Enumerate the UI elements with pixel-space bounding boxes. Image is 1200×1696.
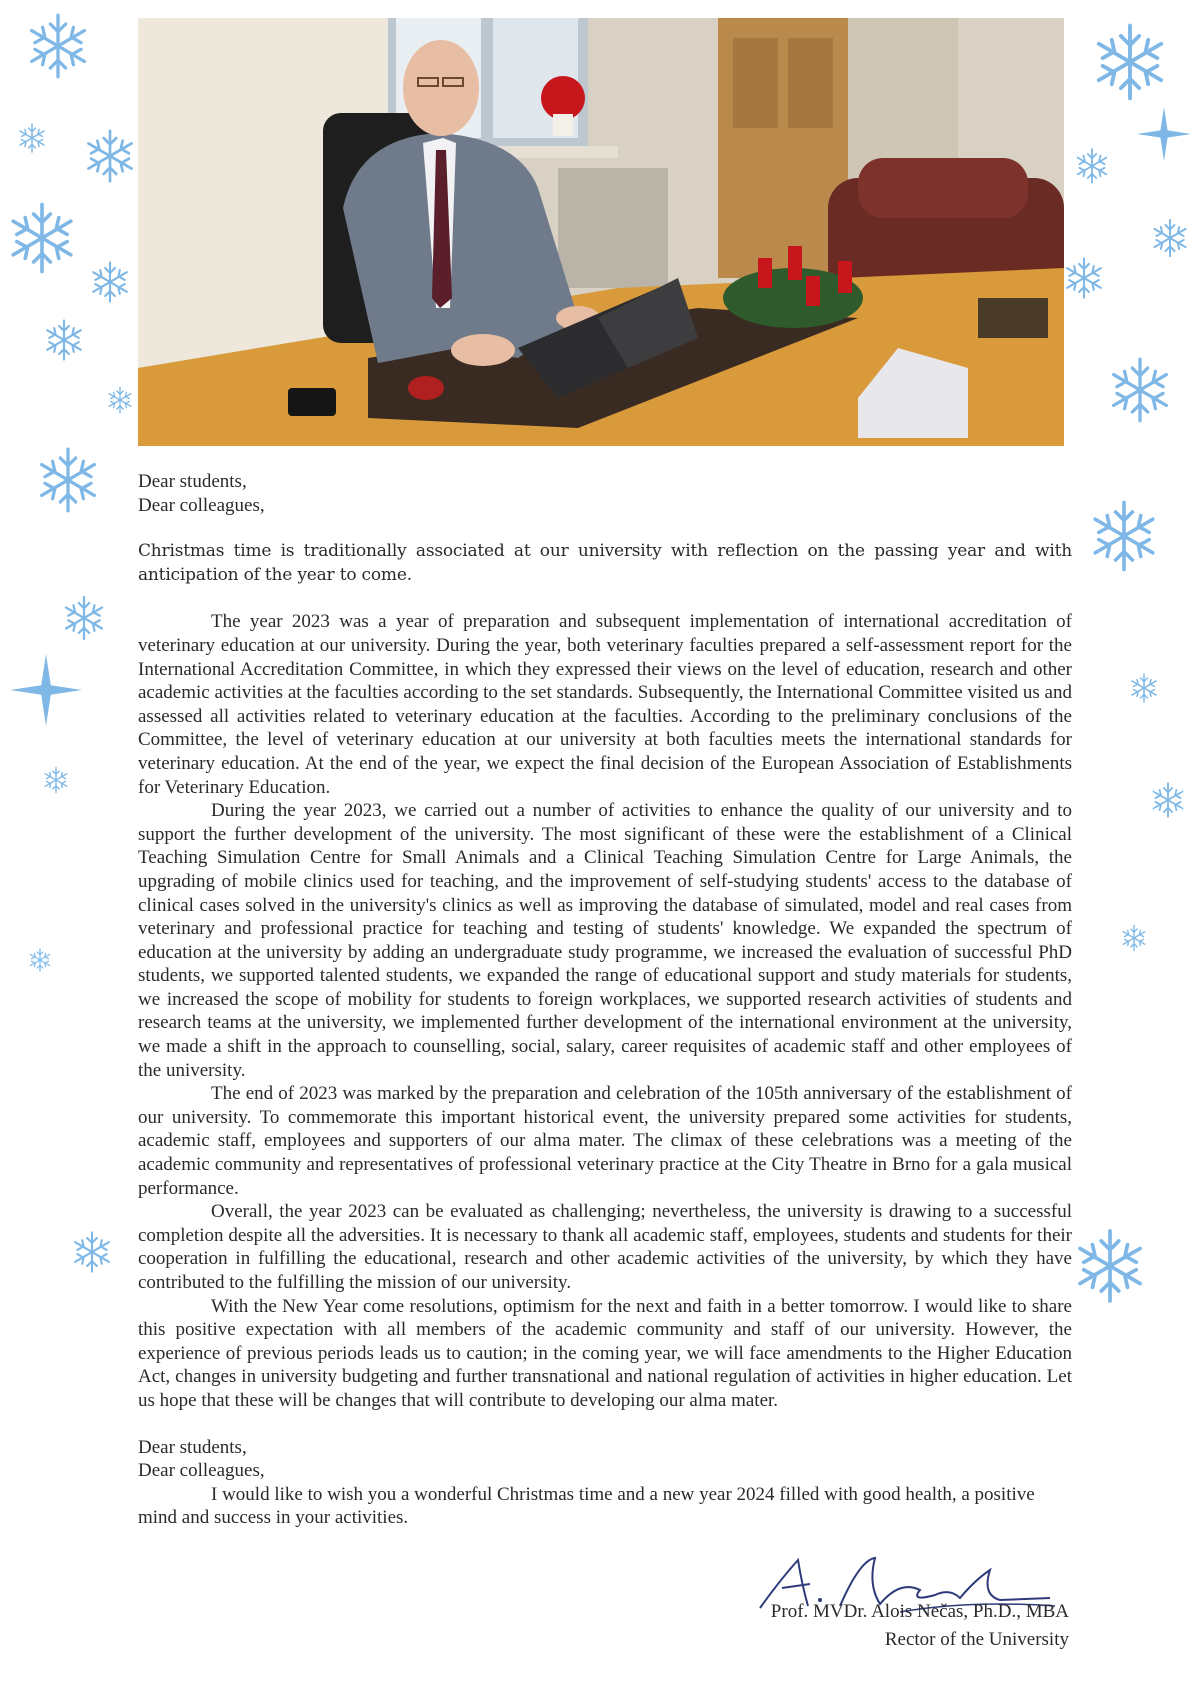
snowflake-icon — [1080, 1231, 1140, 1301]
paragraph-activities: During the year 2023, we carried out a number of activities to enhance the quality of our university and to support the further development of the university. The most significant of these were the establishment of a Clinical Teaching Simulation Centre for Small Animals and a Clinical Teaching Simulation Centre for Large Animals, the upgrading of mobile clinics used for teaching, and the improvement of self-studying students' access to the database of clinical cases solved in the university's clinics as well as improving the database of simulated, model and real cases from veterinary and professional practice for teaching and testing of students' knowledge. We expanded the spectrum of education at the university by adding an undergraduate study programme, we increased the evaluation of successful PhD students, we supported talented students, we expanded the range of educational support and study materials for students, we increased the scope of mobility for students to foreign workplaces, we supported research activities of students and research teams at the university, we implemented further development of the international environment at the university, we made a shift in the approach to counselling, social, salary, career requisites of academic staff and other employees of the university. — [138, 800, 1072, 1081]
snowflake-icon — [1132, 674, 1156, 702]
snowflake-icon — [1099, 26, 1161, 99]
greeting-students: Dear students, — [138, 471, 247, 492]
letter-body — [138, 470, 1072, 1530]
snowflake-icon — [88, 131, 131, 181]
paragraph-overall: Overall, the year 2023 can be evaluated as challenging; nevertheless, the university is drawing to a successful completion despite all the adversities. It is necessary to thank all academic staff, employees, students and students for their cooperation in fulfilling the educational, research and other academic activities of the university, by which they have contributed to the fulfilling the mission of our university. — [138, 1201, 1072, 1293]
snowflake-icon — [1154, 220, 1185, 256]
snowflake-icon — [32, 15, 85, 77]
star-icon — [10, 654, 82, 726]
lead-paragraph: Christmas time is traditionally associated at our university with reflection on the passing year and with anticipation of the year to come. — [138, 541, 1072, 585]
paragraph-new-year: With the New Year come resolutions, optimism for the next and faith in a better tomorrow. I would like to share this positive expectation with all members of the academic community and staff of our university. However, the experience of previous periods leads us to caution; in the coming year, we will face amendments to the Higher Education Act, changes in university budgeting and further transnational and national regulation of activities in higher education. Let us hope that these will be changes that will contribute to developing our alma mater. — [138, 1295, 1072, 1411]
snowflake-icon — [13, 204, 71, 271]
snowflake-icon — [45, 767, 67, 792]
snowflake-icon — [30, 949, 49, 971]
snowflake-icon — [42, 449, 95, 511]
snowflake-icon — [1123, 925, 1145, 950]
photo-illustration — [138, 18, 1064, 446]
snowflake-icon — [20, 124, 44, 152]
snowflake-icon — [47, 320, 81, 359]
snowflake-icon — [1078, 149, 1107, 183]
signer-title: Rector of the University — [884, 1629, 1069, 1650]
snowflake-icon — [75, 1232, 109, 1271]
signer-name: Prof. MVDr. Alois Nečas, Ph.D., MBA — [770, 1601, 1069, 1622]
snowflake-icon — [1067, 258, 1101, 297]
snowflake-icon — [1095, 502, 1153, 569]
star-icon — [1137, 107, 1191, 161]
signature-block — [771, 1598, 1069, 1654]
greeting-colleagues: Dear colleagues, — [138, 494, 265, 516]
paragraph-anniversary: The end of 2023 was marked by the preparation and celebration of the 105th anniversary of the establishment of our university. To commemorate this important historical event, the university prepared some activities for students, academic staff, employees and supporters of our alma mater. The climax of these celebrations was a meeting of the academic community and representatives of professional veterinary practice at the City Theatre in Brno for a gala musical performance. — [138, 1083, 1072, 1199]
snowflake-icon — [1154, 783, 1183, 817]
rector-photo — [138, 18, 1064, 446]
closing-greeting-students: Dear students, — [138, 1436, 247, 1458]
snowflake-icon — [1114, 359, 1167, 421]
closing-greeting-colleagues: Dear colleagues, — [138, 1460, 265, 1482]
closing-wish: I would like to wish you a wonderful Christmas time and a new year 2024 filled with good health, a positive mind and success in your activities. — [138, 1483, 1035, 1529]
paragraph-accreditation: The year 2023 was a year of preparation and subsequent implementation of international accreditation of veterinary education at our university. During the year, both veterinary faculties prepared a self-assessment report for the International Accreditation Committee, in which they expressed their views on the level of education, research and other academic activities at the faculties according to the set standards. Subsequently, the International Committee visited us and assessed all activities related to veterinary education at the faculties. According to the preliminary conclusions of the Committee, the level of veterinary education at our university at both faculties meets the international standards for veterinary education. At the end of the year, we expect the final decision of the European Association of Establishments for Veterinary Education. — [138, 611, 1072, 798]
snowflake-icon — [109, 387, 131, 412]
snowflake-icon — [66, 597, 102, 639]
snowflake-icon — [93, 262, 127, 301]
